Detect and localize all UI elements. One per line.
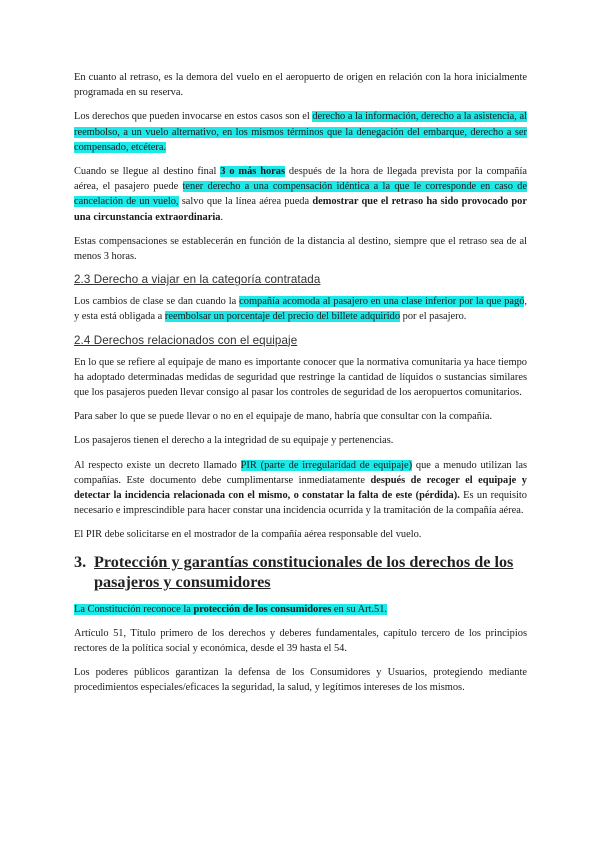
paragraph-cambios-clase — [74, 294, 527, 324]
text-run: Cuando se llegue al destino final — [74, 166, 221, 178]
text-run: Los cambios de clase se dan cuando la — [74, 296, 240, 308]
paragraph-equipaje-mano: En lo que se refiere al equipaje de mano es importante conocer que la normativa comunitaria ya hace tiempo ha adoptado determinadas medidas de seguridad que restringe la cantidad de líquidos o sustancias similares que los pasajeros pueden llevar consigo al pasar los controles de seguridad de los aeropuertos comunitarios. — [74, 356, 527, 399]
paragraph-compensaciones: Estas compensaciones se establecerán en función de la distancia al destino, siempre que el retraso sea de al menos 3 horas. — [74, 235, 527, 263]
highlighted-text: compañía acomoda al pasajero en una clase inferior por la que pagó — [239, 296, 525, 308]
highlighted-text: derecho a la información, derecho a la asistencia, al reembolso, a un vuelo alternativo, en los mismos términos que la denegación del embarque, derecho a ser compensado, etcétera. — [74, 111, 527, 153]
paragraph-consultar-compania: Para saber lo que se puede llevar o no en el equipaje de mano, habría que consultar con la compañía. — [74, 411, 493, 423]
bold-highlighted-text: 3 o más horas — [220, 166, 286, 178]
paragraph-constitucion — [74, 602, 527, 617]
text-run: en su Art.51. — [331, 603, 388, 615]
document-page — [74, 70, 527, 705]
text-run: que a menudo utilizan las compañías. Este documento debe cumplimentarse inmediatamente — [74, 459, 527, 486]
paragraph-derechos-invocables — [74, 109, 527, 155]
text-run: por el pasajero. — [400, 311, 467, 323]
text-run: , y esta está obligada a — [74, 296, 527, 323]
highlighted-text: tener derecho a una compensación idéntica a la que le corresponde en caso de cancelación de un vuelo, — [74, 181, 527, 208]
section-heading-2-4: 2.4 Derechos relacionados con el equipaje — [74, 333, 298, 347]
text-run: Los derechos que pueden invocarse en estos casos son el — [74, 111, 313, 123]
paragraph-integridad-equipaje: Los pasajeros tienen el derecho a la integridad de su equipaje y pertenencias. — [74, 435, 394, 447]
section-title: Protección y garantías constitucionales de los derechos de los pasajeros y consumidores — [94, 552, 514, 591]
text-run: La Constitución reconoce la — [74, 603, 194, 615]
section-heading-3 — [74, 552, 527, 592]
paragraph-pir — [74, 458, 527, 519]
paragraph-pir-mostrador: El PIR debe solicitarse en el mostrador de la compañía aérea responsable del vuelo. — [74, 529, 422, 541]
text-run: Es un requisito necesario e imprescindible para hacer constar una incidencia ocurrida y la tramitación de la compañía aérea. — [74, 490, 528, 517]
highlighted-text: PIR (parte de irregularidad de equipaje) — [240, 459, 413, 471]
paragraph-poderes-publicos: Los poderes públicos garantizan la defensa de los Consumidores y Usuarios, protegiendo mediante procedimientos especiales/eficaces la seguridad, la salud, y legítimos intereses de los mismos. — [74, 667, 527, 694]
text-run: Al respecto existe un decreto llamado — [74, 459, 241, 471]
text-run: salvo que la línea aérea pueda — [178, 196, 313, 208]
bold-text: protección de los consumidores — [193, 603, 332, 615]
bold-text: demostrar que el retraso ha sido provocado por una circunstancia extraordinaria — [74, 196, 527, 223]
section-number: 3. — [74, 552, 87, 571]
paragraph-llegada-destino — [74, 164, 527, 225]
text-run: después de la hora de llegada prevista por la compañía aérea, el pasajero puede — [74, 166, 527, 193]
highlighted-text: reembolsar un porcentaje del precio del billete adquirido — [164, 311, 401, 323]
highlighted-text — [74, 604, 387, 615]
text-run: . — [220, 211, 224, 223]
bold-text: después de recoger el equipaje y detectar la incidencia relacionada con el mismo, o constatar la falta de este (pérdida). — [74, 474, 527, 502]
section-heading-2-3: 2.3 Derecho a viajar en la categoría contratada — [74, 273, 321, 287]
paragraph-articulo-51: Artículo 51, Título primero de los derechos y deberes fundamentales, capítulo tercero de los principios rectores de la política social y económica, desde el 39 hasta el 54. — [74, 627, 527, 655]
paragraph-retraso-definition: En cuanto al retraso, es la demora del vuelo en el aeropuerto de origen en relación con la hora inicialmente programada en su reserva. — [74, 72, 527, 99]
